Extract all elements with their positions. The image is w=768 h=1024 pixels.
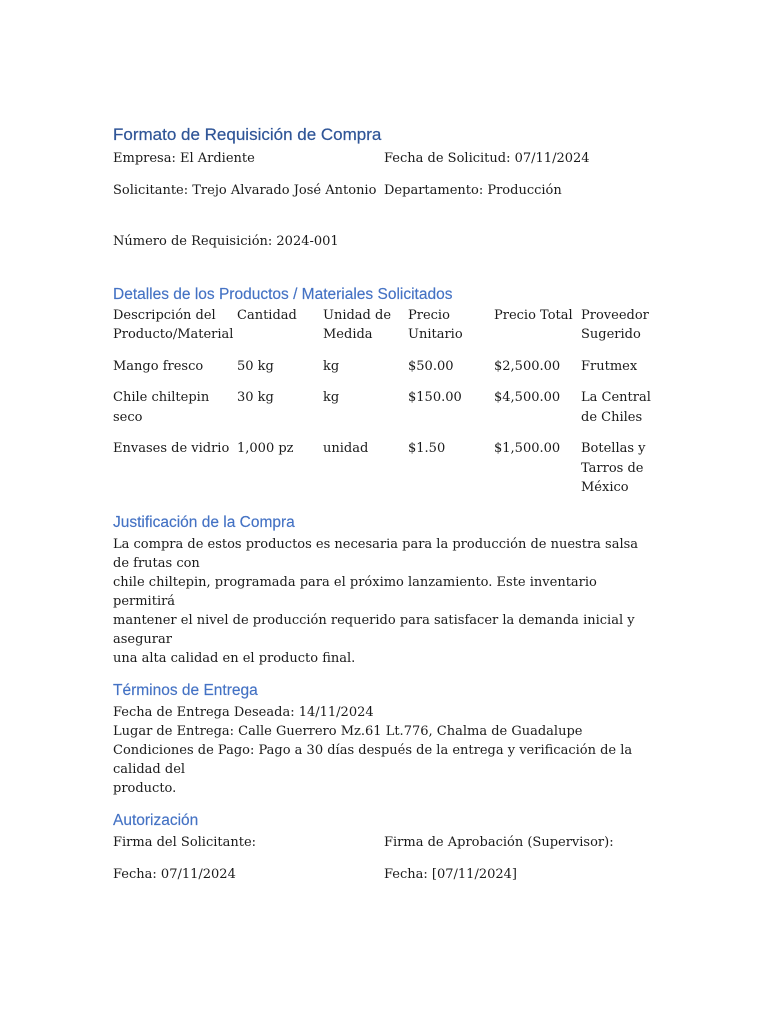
table-row	[113, 357, 658, 389]
firma-aprobacion-label: Firma de Aprobación (Supervisor):	[384, 834, 614, 850]
justificacion-line: chile chiltepin, programada para el próximo lanzamiento. Este inventario permitirá	[113, 574, 597, 609]
header-row-2	[113, 181, 658, 200]
condiciones-pago-continuation: producto.	[113, 780, 177, 796]
column-header-proveedor: Proveedor Sugerido	[581, 307, 649, 342]
table-cell: $150.00	[408, 390, 462, 405]
table-row	[113, 388, 658, 439]
autorizacion-heading: Autorización	[113, 811, 199, 829]
terminos-heading: Términos de Entrega	[113, 681, 258, 699]
justificacion-line: La compra de estos productos es necesaria para la producción de nuestra salsa de frutas con	[113, 536, 639, 571]
table-cell: kg	[323, 390, 340, 405]
column-header-cantidad: Cantidad	[237, 307, 297, 323]
firma-solicitante-label: Firma del Solicitante:	[113, 834, 257, 850]
empresa-field: Empresa: El Ardiente	[113, 151, 255, 166]
fecha-solicitante-field: Fecha: 07/11/2024	[113, 866, 236, 882]
table-cell: Botellas y Tarros de México	[581, 441, 646, 495]
condiciones-pago-field: Condiciones de Pago: Pago a 30 días después de la entrega y verificación de la calidad del	[113, 742, 633, 777]
detalles-heading: Detalles de los Productos / Materiales Solicitados	[113, 285, 453, 303]
column-header-descripcion: Descripción del Producto/Material	[113, 307, 234, 342]
document-page	[113, 124, 658, 884]
fecha-aprobacion-field: Fecha: [07/11/2024]	[384, 866, 517, 882]
table-cell: Mango fresco	[113, 358, 204, 374]
table-cell: kg	[323, 358, 340, 374]
table-cell: $1.50	[408, 441, 446, 456]
table-cell: Chile chiltepin seco	[113, 390, 210, 425]
firmas-row	[113, 833, 658, 852]
table-cell: Envases de vidrio	[113, 441, 230, 456]
justificacion-line: una alta calidad en el producto final.	[113, 650, 356, 666]
table-row	[113, 439, 658, 510]
table-cell: $2,500.00	[494, 358, 561, 374]
column-header-precio-total: Precio Total	[494, 307, 573, 323]
numero-requisicion-field: Número de Requisición: 2024-001	[113, 234, 339, 249]
table-cell: Frutmex	[581, 358, 638, 374]
document-title: Formato de Requisición de Compra	[113, 125, 382, 144]
table-cell: La Central de Chiles	[581, 390, 651, 425]
table-cell: $4,500.00	[494, 390, 561, 405]
table-cell: unidad	[323, 441, 369, 456]
justificacion-line: mantener el nivel de producción requerido para satisfacer la demanda inicial y asegurar	[113, 612, 635, 647]
table-cell: $50.00	[408, 358, 454, 374]
table-cell: 50 kg	[237, 358, 274, 374]
fecha-entrega-field: Fecha de Entrega Deseada: 14/11/2024	[113, 704, 374, 720]
lugar-entrega-field: Lugar de Entrega: Calle Guerrero Mz.61 Lt.776, Chalma de Guadalupe	[113, 723, 583, 739]
column-header-unidad: Unidad de Medida	[323, 307, 392, 342]
table-cell: 30 kg	[237, 390, 274, 405]
table-header-row	[113, 306, 658, 357]
fecha-solicitud-field: Fecha de Solicitud: 07/11/2024	[384, 151, 590, 166]
table-cell: $1,500.00	[494, 441, 561, 456]
solicitante-field: Solicitante: Trejo Alvarado José Antonio	[113, 183, 377, 198]
justificacion-heading: Justificación de la Compra	[113, 513, 295, 531]
header-row-1	[113, 149, 658, 168]
column-header-precio-unitario: Precio Unitario	[408, 307, 463, 342]
justificacion-paragraph	[113, 535, 658, 668]
departamento-field: Departamento: Producción	[384, 183, 562, 198]
table-cell: 1,000 pz	[237, 441, 294, 456]
terminos-block	[113, 703, 658, 798]
products-table	[113, 306, 658, 510]
fechas-row	[113, 865, 658, 884]
